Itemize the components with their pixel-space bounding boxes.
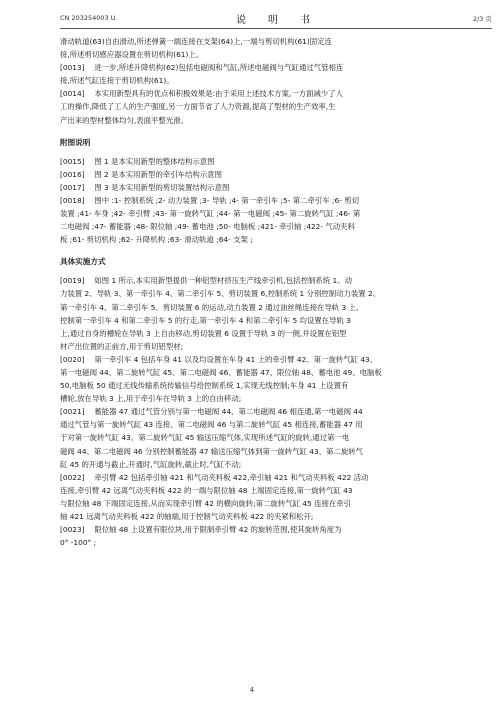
text-line: [0023] 限位轴 48 上设置有限位块,用于限制牵引臂 42 的旋转范围,使其旋转角度为 bbox=[60, 525, 342, 535]
page-header bbox=[60, 11, 492, 25]
text-line: [0018] 图中 :1- 控制系统 ;2- 动力装置 ;3- 导轨 ;4- 第一牵引车 ;5- 第二牵引车 ;6- 剪切 bbox=[60, 195, 360, 205]
text-line: 上,通过自身的槽轮在导轨 3 上自由移动,剪切装置 6 设置于导轨 3 的一侧,并设置在铝型 bbox=[60, 328, 347, 338]
text-line: [0014] 本实用新型具有的优点和积极效果是:由于采用上述技术方案,一方面减少了人 bbox=[60, 89, 344, 99]
text-line: 于对第一旋转气缸 43、第二旋转气缸 45 输送压缩气体,实现所述气缸的旋转,通过第一电 bbox=[60, 433, 350, 443]
header-divider bbox=[60, 28, 492, 29]
paragraph-0020 bbox=[60, 353, 492, 405]
paragraph-0018 bbox=[60, 194, 492, 246]
paragraph-0019 bbox=[60, 274, 492, 353]
text-line: 通过气管与第一旋转气缸 43 连接、第二电磁阀 46 与第二旋转气缸 45 相连接,蓄能器 47 用 bbox=[60, 420, 363, 430]
text-line: 力装置 2、导轨 3、第一牵引车 4、第二牵引车 5、剪切装置 6,控制系统 1 分别控制动力装置 2、 bbox=[60, 289, 381, 299]
text-line: 第一牵引车 4、第二牵引车 5、剪切装置 6 的运动,动力装置 2 通过油丝绳连接在导轨 3 上, bbox=[60, 302, 359, 312]
text-line: 轴 421 远离气动夹料板 422 的轴端,用于控制气动夹料板 422 的夹紧和松开; bbox=[60, 512, 314, 521]
text-line: [0022] 牵引臂 42 包括牵引轴 421 和气动夹料板 422,牵引轴 421 和气动夹料板 422 活动 bbox=[60, 472, 369, 482]
text-line: 滑动轨道(63)自由滑动,所述弹簧一端连接在支架(64)上,一端与剪切机构(61)固定连 bbox=[60, 37, 332, 46]
text-line: 槽轮,放在导轨 3 上,用于牵引车在导轨 3 上的自由移动; bbox=[60, 394, 242, 404]
paragraph-0023 bbox=[60, 523, 492, 549]
text-line: 连接,牵引臂 42 远离气动夹料板 422 的一端与限位轴 48 上端固定连接,第一旋转气缸 43 bbox=[60, 485, 353, 495]
text-line: 接,所述气缸连接于剪切机构(61)。 bbox=[60, 76, 174, 86]
text-line: 二电磁阀 ;47- 蓄能器 ;48- 限位轴 ;49- 蓄电池 ;50- 电脑板 ;421- 牵引轴 ;422- 气动夹料 bbox=[60, 222, 355, 232]
paragraph-0015: [0015] 图 1 是本实用新型的整体结构示意图 bbox=[60, 156, 215, 166]
text-line: 材产出位置的正前方,用于剪切铝型材; bbox=[60, 341, 184, 351]
text-line: [0019] 如图 1 所示,本实用新型提供一种铝型材挤压生产线牵引机,包括控制系统 1、动 bbox=[60, 276, 352, 286]
paragraph-0022 bbox=[60, 471, 492, 523]
paragraph-0014 bbox=[60, 87, 492, 126]
text-line: 50,电脑板 50 通过无线传输系统传输信号给控制系统 1,实现无线控制;车身 41 上设置有 bbox=[60, 381, 349, 391]
text-line: 工的操作,降低了工人的生产强度,另一方面节省了人力资源,提高了型材的生产效率,生 bbox=[60, 102, 336, 112]
text-line: 0° -100° ; bbox=[60, 538, 97, 548]
patent-number: CN 203254003 U bbox=[60, 14, 116, 22]
page-number: 4 bbox=[249, 686, 255, 694]
paragraph-0016: [0016] 图 2 是本实用新型的牵引车结构示意图 bbox=[60, 169, 222, 179]
text-line: [0020] 第一牵引车 4 包括车身 41 以及均设置在车身 41 上的牵引臂 42、第一旋转气缸 43、 bbox=[60, 354, 378, 364]
document-title: 说 明 书 bbox=[236, 15, 316, 26]
paragraph-0013 bbox=[60, 61, 492, 87]
text-line: 产出来的型材整体均匀,表面平整光滑。 bbox=[60, 115, 188, 125]
text-line: [0021] 蓄能器 47 通过气管分别与第一电磁阀 44、第二电磁阀 46 相连通,第一电磁阀 44 bbox=[60, 407, 363, 417]
text-line: 磁阀 44、第二电磁阀 46 分别控制蓄能器 47 输送压缩气体到第一旋转气缸 43、第二旋转气 bbox=[60, 446, 363, 456]
text-line: 装置 ;41- 车身 ;42- 牵引臂 ;43- 第一旋转气缸 ;44- 第一电磁阀 ;45- 第二旋转气缸 ;46- 第 bbox=[60, 209, 361, 219]
text-line: 接,所述剪切感应器设置在剪切机构(61)上。 bbox=[60, 50, 204, 60]
text-line: 第一电磁阀 44、第二旋转气缸 45、第二电磁阀 46、蓄能器 47、限位轴 48、蓄电池 49、电脑板 bbox=[60, 367, 382, 377]
section-heading-embodiments: 具体实施方式 bbox=[60, 257, 106, 267]
page-reference: 2/3 页 bbox=[472, 15, 492, 23]
section-heading-drawings: 附图说明 bbox=[60, 137, 91, 147]
paragraph-0 bbox=[60, 35, 492, 61]
text-line: [0013] 进一步,所述升降机构(62)包括电磁阀和气缸,所述电磁阀与气缸通过气管相连 bbox=[60, 63, 344, 73]
document-body bbox=[60, 35, 492, 549]
text-line: 板 ;61- 剪切机构 ;62- 升降机构 ;63- 滑动轨道 ;64- 支架 ; bbox=[60, 235, 253, 245]
paragraph-0021 bbox=[60, 405, 492, 470]
paragraph-0017: [0017] 图 3 是本实用新型的剪切装置结构示意图 bbox=[60, 182, 230, 192]
text-line: 与限位轴 48 下端固定连接,从而实现牵引臂 42 的横向旋转;第二旋转气缸 45 连接在牵引 bbox=[60, 498, 352, 508]
text-line: 控制第一牵引车 4 和第二牵引车 5 的行走,第一牵引车 4 和第二牵引车 5 均设置在导轨 3 bbox=[60, 315, 351, 325]
text-line: 缸 45 的开通与截止,开通时,气缸旋转,截止时,气缸不动; bbox=[60, 459, 242, 469]
